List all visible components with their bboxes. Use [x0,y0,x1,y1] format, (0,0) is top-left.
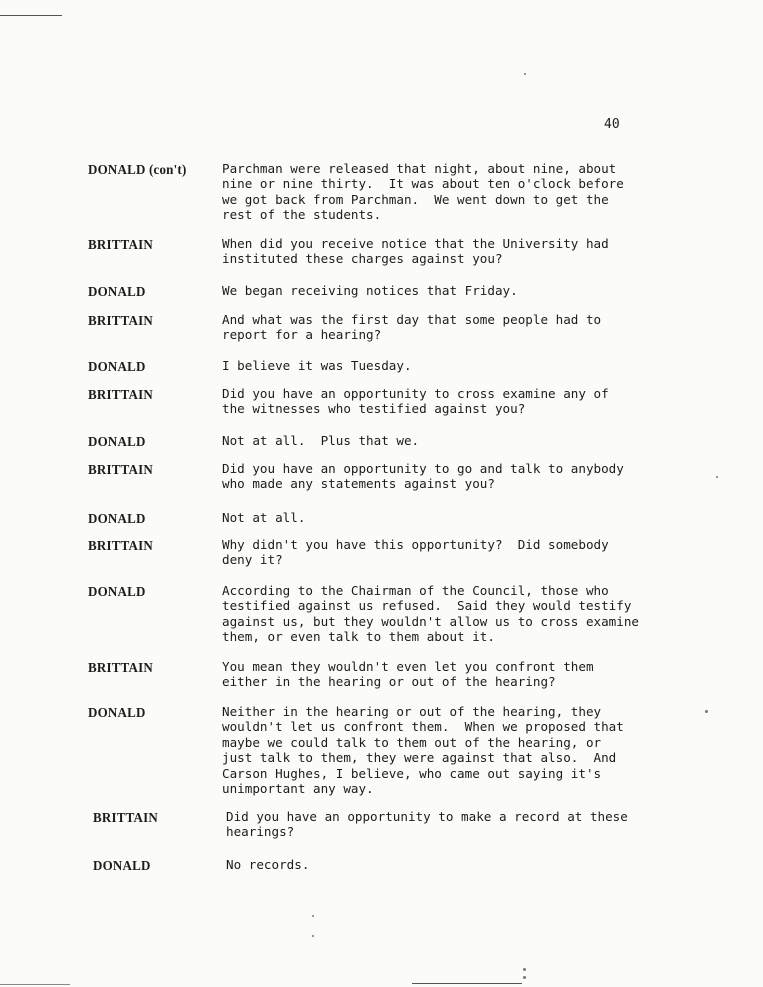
speaker-label: DONALD (con't) [88,161,187,178]
bottom-edge-mark [0,984,70,985]
speech-text: I believe it was Tuesday. [222,358,412,373]
speaker-label: DONALD [88,583,146,600]
scan-speck [716,476,718,478]
speaker-label: BRITTAIN [88,659,153,676]
speech-text: When did you receive notice that the University had instituted these charges against you? [222,236,609,267]
speaker-label: BRITTAIN [93,809,158,826]
speech-text: Why didn't you have this opportunity? Did somebody deny it? [222,537,609,568]
scan-speck [312,935,314,937]
speaker-label: DONALD [88,433,146,450]
speaker-label: BRITTAIN [88,537,153,554]
speech-text: Not at all. [222,510,306,525]
scan-speck [705,710,708,713]
speech-text: Neither in the hearing or out of the hearing, they wouldn't let us confront them. When we proposed that maybe we could talk to them out of the hearing, or just talk to them, they were against that also. And Carson Hughes, I believe, who came out saying it's unimportant any way. [222,704,624,797]
scan-speck [523,976,526,979]
speech-text: Did you have an opportunity to make a record at these hearings? [226,809,628,840]
speech-text: Did you have an opportunity to cross examine any of the witnesses who testified against you? [222,386,609,417]
speech-text: And what was the first day that some people had to report for a hearing? [222,312,602,343]
speaker-label: DONALD [88,358,146,375]
speaker-label: DONALD [93,857,151,874]
scan-speck [523,968,526,971]
scan-speck [524,73,526,75]
speaker-label: BRITTAIN [88,236,153,253]
speech-text: Did you have an opportunity to go and talk to anybody who made any statements against you? [222,461,624,492]
speaker-label: BRITTAIN [88,312,153,329]
speaker-label: BRITTAIN [88,461,153,478]
bottom-edge-mark [412,983,522,984]
speech-text: Not at all. Plus that we. [222,433,420,448]
speech-text: According to the Chairman of the Council, those who testified against us refused. Said they would testify against us, but they wouldn't allow us to cross examine them, or even talk to them about it. [222,583,640,645]
top-edge-mark [0,15,62,16]
speaker-label: DONALD [88,510,146,527]
speaker-label: DONALD [88,704,146,721]
speaker-label: BRITTAIN [88,386,153,403]
page-number: 40 [604,117,620,132]
speech-text: No records. [226,857,310,872]
speech-text: Parchman were released that night, about nine, about nine or nine thirty. It was about ten o'clock before we got back from Parchman. We went down to get the rest of the students. [222,161,624,223]
speaker-label: DONALD [88,283,146,300]
speech-text: We began receiving notices that Friday. [222,283,518,298]
speech-text: You mean they wouldn't even let you confront them either in the hearing or out of the hearing? [222,659,594,690]
scan-speck [312,915,314,917]
